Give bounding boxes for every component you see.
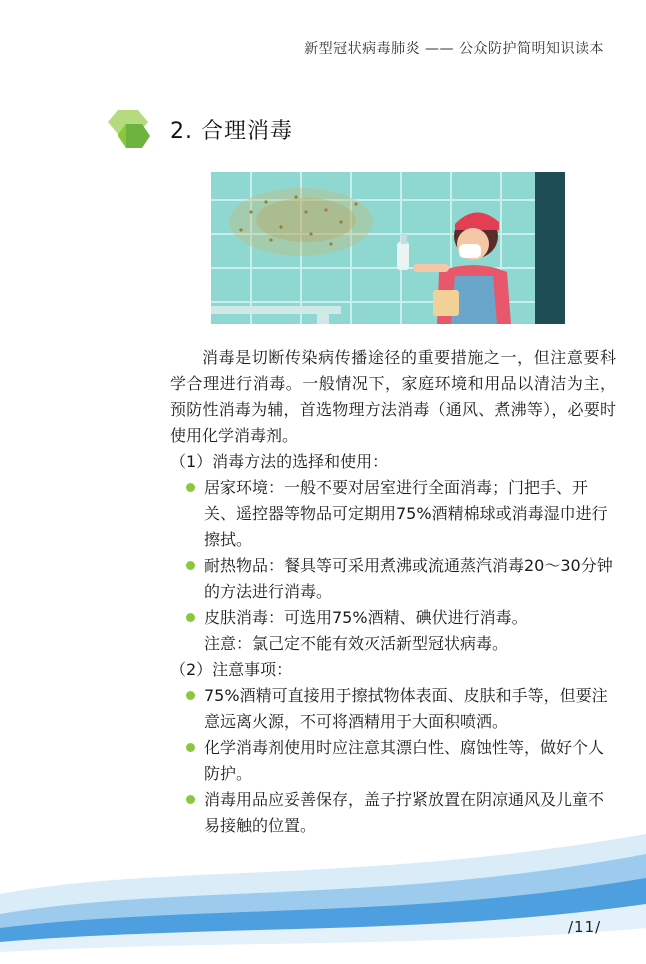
running-header: 新型冠状病毒肺炎 —— 公众防护简明知识读本 (304, 41, 604, 57)
footer-wave-decoration (0, 824, 646, 964)
list-item (184, 553, 616, 605)
list-item-text: 消毒用品应妥善保存，盖子拧紧放置在阴凉通风及儿童不易接触的位置。 (204, 790, 605, 835)
part2-list (170, 683, 616, 839)
bullet-icon (186, 561, 195, 570)
list-item-text: 居家环境：一般不要对居室进行全面消毒；门把手、开关、遥控器等物品可定期用75%酒精棉球或消毒湿巾进行擦拭。 (204, 478, 608, 549)
list-item-text: 皮肤消毒：可选用75%酒精、碘伏进行消毒。 (204, 608, 528, 627)
part2-heading: （2）注意事项： (170, 660, 293, 679)
list-item-text: 化学消毒剂使用时应注意其漂白性、腐蚀性等，做好个人防护。 (204, 738, 605, 783)
bullet-icon (186, 691, 195, 700)
cube-icon (104, 108, 152, 152)
bullet-icon (186, 483, 195, 492)
list-item-text: 75%酒精可直接用于擦拭物体表面、皮肤和手等，但要注意远离火源，不可将酒精用于大面积喷洒。 (204, 686, 608, 731)
part1-list (170, 475, 616, 631)
list-item-text: 耐热物品：餐具等可采用煮沸或流通蒸汽消毒20～30分钟的方法进行消毒。 (204, 556, 613, 601)
section-title: 2. 合理消毒 (170, 119, 293, 144)
list-item (184, 475, 616, 553)
disinfection-illustration (211, 172, 565, 324)
list-item (184, 605, 616, 631)
part1-heading: （1）消毒方法的选择和使用： (170, 452, 389, 471)
bullet-icon (186, 743, 195, 752)
bullet-icon (186, 795, 195, 804)
body-text (170, 345, 616, 839)
list-item (184, 683, 616, 735)
note: 注意：氯己定不能有效灭活新型冠状病毒。 (204, 634, 509, 653)
page-number: /11/ (568, 918, 602, 936)
list-item (184, 735, 616, 787)
intro-paragraph: 消毒是切断传染病传播途径的重要措施之一，但注意要科学合理进行消毒。一般情况下，家庭环境和用品以清洁为主，预防性消毒为辅，首选物理方法消毒（通风、煮沸等），必要时使用化学消毒剂。 (170, 348, 616, 445)
bullet-icon (186, 613, 195, 622)
